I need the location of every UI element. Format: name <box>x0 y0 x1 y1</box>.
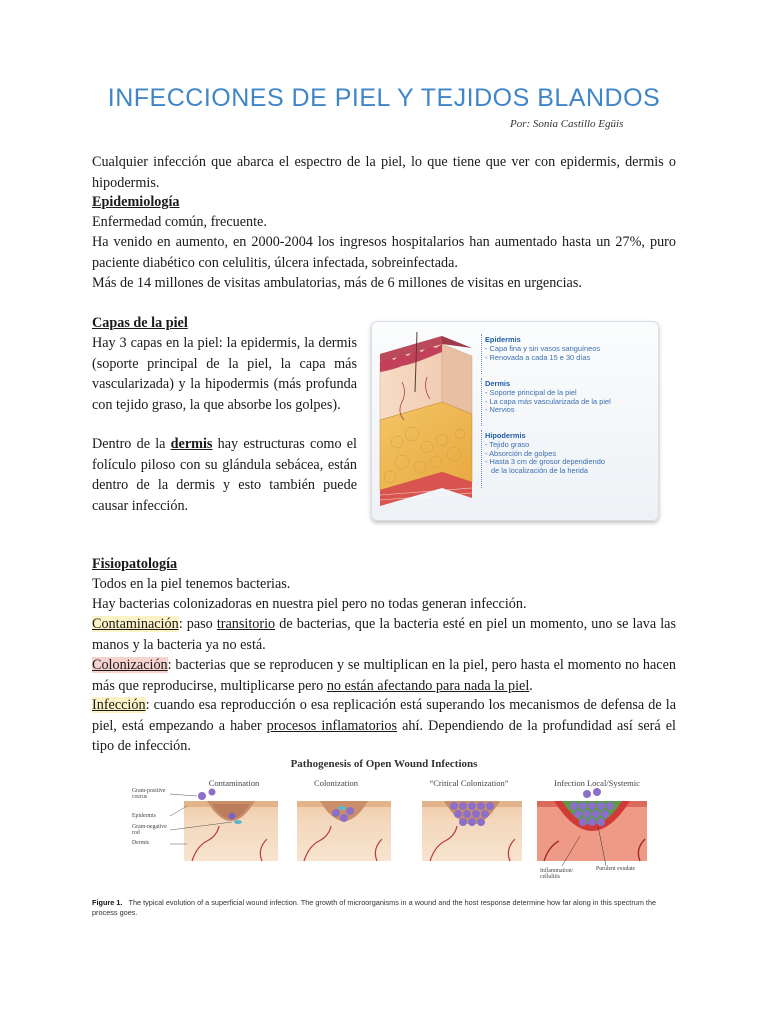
infeccion-paragraph: Infección: cuando esa reproducción o esa replicación está superando los mecanismos de defensa de la piel, está empezando a haber procesos inflamatorios ahí. Dependiendo de la profundidad así será el tipo de infección. <box>92 697 676 754</box>
dermis-term: dermis <box>170 436 213 452</box>
caption-text: The typical evolution of a superficial wound infection. The growth of microorganisms in a wound and the host response determine how far along in this spectrum the process goes. <box>92 898 657 917</box>
capas-heading: Capas de la piel <box>92 315 188 331</box>
infeccion-term: Infección <box>92 697 146 713</box>
colonizacion-paragraph: Colonización: bacterias que se reproducen y se multiplican en la piel, pero hasta el momento no hacen más que reproducirse, multiplicarse pero no están afectando para nada la piel. <box>92 657 676 694</box>
skin-layers-figure <box>371 321 659 521</box>
label-dermis: Dermis <box>132 840 150 846</box>
dermis-item: - Soporte principal de la piel <box>485 387 577 397</box>
caption-label: Figure 1. <box>92 898 123 907</box>
contaminacion-term: Contaminación <box>92 616 179 632</box>
epidermis-bracket <box>481 334 484 374</box>
hipodermis-item: - Absorción de golpes <box>485 448 557 458</box>
capas-paragraph-1: Hay 3 capas en la piel: la epidermis, la dermis (soporte principal de la piel, la capa más vascularizada) y la hipodermis (más profunda con tejido graso, la que absorbe los golpes). <box>92 335 357 413</box>
hipodermis-bracket <box>481 430 484 488</box>
dermis-item: - Nervios <box>485 405 515 415</box>
colonizacion-term: Colonización <box>92 657 168 673</box>
hipodermis-item: - Tejido graso <box>485 439 530 449</box>
label-epidermis: Epidermis <box>132 813 156 819</box>
label-purulent: Purulent exudate <box>596 866 636 872</box>
hipodermis-label-block <box>485 432 605 476</box>
document-title: INFECCIONES DE PIEL Y TEJIDOS BLANDOS <box>107 84 661 112</box>
label-inflammation: Inflammation/ cellulitis <box>540 868 574 881</box>
hipodermis-item: de la localización de la herida <box>491 466 588 476</box>
label-gram-positive: Gram-positive cocrus <box>132 788 166 801</box>
hipodermis-label: Hipodermis <box>485 431 526 440</box>
epidemiologia-line-1: Enfermedad común, frecuente. <box>92 214 267 230</box>
dermis-item: - La capa más vascularizada de la piel <box>485 396 611 406</box>
fisio-line-2: Hay bacterias colonizadoras en nuestra piel pero no todas generan infección. <box>92 596 527 612</box>
wound-figure-title: Pathogenesis of Open Wound Infections <box>290 758 478 770</box>
epidermis-item: - Renovada a cada 15 e 30 días <box>485 352 591 362</box>
epidemiologia-line-2: Ha venido en aumento, en 2000-2004 los ingresos hospitalarios han aumentado hasta un 27%, puro paciente diabético con celulitis, úlcera infectada, sobreinfectada. <box>92 234 676 271</box>
epidemiologia-heading: Epidemiología <box>92 194 180 210</box>
stage-label-infection: Infection Local/Systemic <box>554 778 640 788</box>
intro-paragraph: Cualquier infección que abarca el espectro de la piel, lo que tiene que ver con epidermis, dermis o hipodermis. <box>92 154 676 191</box>
dermis-label: Dermis <box>485 379 511 388</box>
wound-figure-caption <box>92 898 676 918</box>
contaminacion-paragraph: Contaminación: paso transitorio de bacterias, que la bacteria esté en piel un momento, uno se lava las manos y la bacteria ya no está. <box>92 616 676 653</box>
capas-paragraph-2: Dentro de la dermis hay estructuras como el folículo piloso con su glándula sebácea, están dentro de la dermis y esto también puede causar infección. <box>92 436 357 514</box>
fisio-line-1: Todos en la piel tenemos bacterias. <box>92 576 291 592</box>
dermis-bracket <box>481 378 484 426</box>
skin-cross-section-illustration <box>372 322 482 520</box>
wound-infection-figure <box>92 758 676 928</box>
wound-stages-illustration <box>92 786 676 898</box>
stage-label-colonization: Colonization <box>314 778 358 788</box>
epidemiologia-line-3: Más de 14 millones de visitas ambulatorias, más de 6 millones de visitas en urgencias. <box>92 275 582 291</box>
author-line: Por: Sonia Castillo Egüis <box>510 118 624 130</box>
hipodermis-item: - Hasta 3 cm de grosor dependiendo <box>485 457 605 467</box>
epidermis-label: Epidermis <box>485 335 521 344</box>
epidermis-item: - Capa fina y sin vasos sanguíneos <box>485 343 601 353</box>
epidermis-label-block <box>485 336 600 362</box>
fisiopatologia-heading: Fisiopatología <box>92 556 178 572</box>
label-gram-negative: Gram-negative rod <box>132 824 167 837</box>
stage-label-contamination: Contamination <box>208 778 260 788</box>
stage-label-critical: “Critical Colonization” <box>429 778 509 788</box>
dermis-label-block <box>485 380 611 415</box>
